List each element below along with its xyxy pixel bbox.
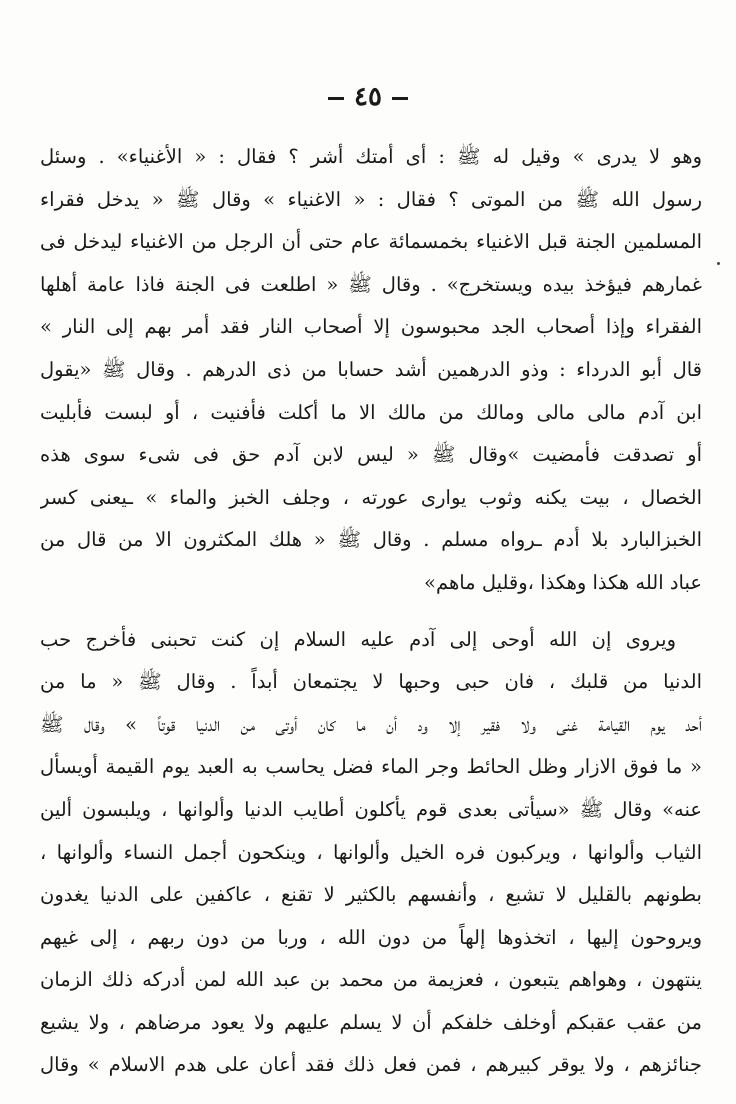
text-line: المسلمين الجنة قبل الاغنياء بخمسمائة عام حتى أن الرجل من الاغنياء ليدخل فى	[40, 230, 702, 254]
text-line-paragraph-start: ويروى إن الله أوحى إلى آدم عليه السلام إن كنت تحبنى فأخرج حب	[40, 627, 676, 651]
body-text	[40, 136, 702, 1087]
text-line: أحد يوم القيامة غنى ولا فقير إلا ود أن ما كان أوتى من الدنيا قوتاً » وقال ﷺ	[40, 712, 702, 736]
text-line: ينتهون ، وهواهم يتبعون ، فعزيمة من محمد بن عبد الله لمن أدركه ذلك الزمان	[40, 968, 702, 992]
text-line: قال أبو الدرداء : وذو الدرهمين أشد حسابا من ذى الدرهم . وقال ﷺ «يقول	[40, 357, 702, 381]
text-line: أو تصدقت فأمضيت »وقال ﷺ « ليس لابن آدم حق فى شىء سوى هذه	[40, 443, 702, 467]
text-line: الفقراء وإذا أصحاب الجد محبوسون إلا أصحاب النار فقد أمر بهم إلى النار »	[40, 315, 702, 339]
page-number	[0, 82, 736, 112]
text-line: رسول الله ﷺ من الموتى ؟ فقال : « الاغنياء » وقال ﷺ « يدخل فقراء	[40, 187, 702, 211]
page-number-value: ٤٥	[354, 82, 382, 112]
text-line: ويروحون إليها ، اتخذوها إلهاً من دون الله ، وربا من دون ربهم ، إلى غيهم	[40, 925, 702, 949]
print-speck	[717, 262, 720, 265]
page-number-dash-left	[328, 97, 344, 100]
text-line: الخبزالبارد بلا أدم ـرواه مسلم . وقال ﷺ « هلك المكثرون الا من قال من	[40, 528, 702, 552]
page-number-dash-right	[392, 97, 408, 100]
text-line: بطونهم بالقليل لا تشبع ، وأنفسهم بالكثير لا تقنع ، عاكفين على الدنيا يغدون	[40, 883, 702, 907]
text-line: عنه» وقال ﷺ «سيأتى بعدى قوم يأكلون أطايب الدنيا وألوانها ، ويلبسون ألين	[40, 797, 702, 821]
text-line-paragraph-end: عباد الله هكذا وهكذا ،وقليل ماهم»	[424, 570, 702, 594]
text-line: ابن آدم مالى مالى ومالك من مالك الا ما أكلت فأفنيت ، أو لبست فأبليت	[40, 400, 702, 424]
text-line: الدنيا من قلبك ، فان حبى وحبها لا يجتمعان أبداً . وقال ﷺ « ما من	[40, 670, 702, 694]
text-line: وهو لا يدرى » وقيل له ﷺ : أى أمتك أشر ؟ فقال : « الأغنياء» . وسئل	[40, 145, 702, 168]
text-line: « ما فوق الازار وظل الحائط وجر الماء فضل يحاسب به العبد يوم القيمة أويسأل	[40, 755, 702, 779]
text-line: جنائزهم ، ولا يوقر كبيرهم ، فمن فعل ذلك فقد أعان على هدم الاسلام » وقال	[40, 1053, 702, 1077]
text-line: من عقب عقبكم أوخلف خلفكم أن لا يسلم عليهم ولا يعود مرضاهم ، ولا يشيع	[40, 1010, 702, 1034]
text-line: الخصال ، بيت يكنه وثوب يوارى عورته ، وجلف الخبز والماء » ـيعنى كسر	[40, 485, 702, 509]
paragraph-gap	[40, 605, 702, 619]
text-line: الثياب وألوانها ، ويركبون فره الخيل وألوانها ، وينكحون أجمل النساء وألوانها ،	[40, 840, 702, 864]
text-line: غمارهم فيؤخذ بيده ويستخرج» . وقال ﷺ « اطلعت فى الجنة فاذا عامة أهلها	[40, 272, 702, 296]
